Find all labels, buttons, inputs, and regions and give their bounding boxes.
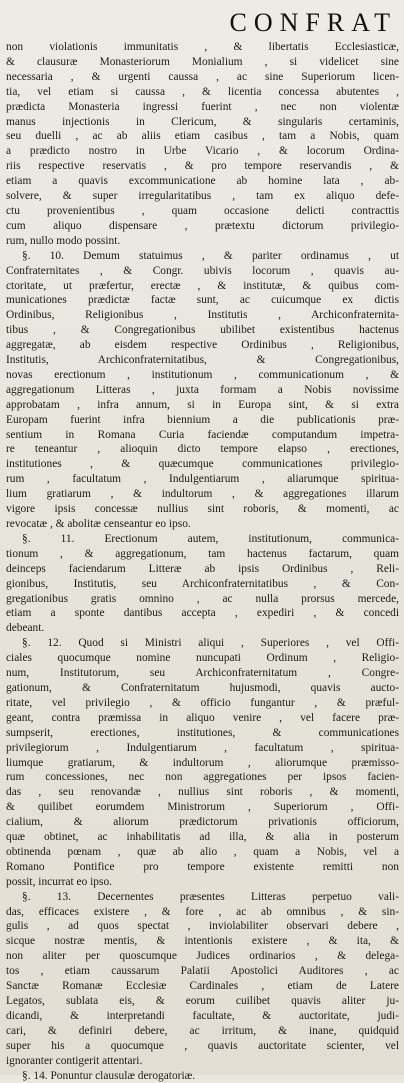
text-line: Romano Pontifice pro tempore existente remitti non bbox=[6, 860, 399, 873]
text-line: seu duelli , ac ab aliis etiam casibus , tam a Nobis, quam bbox=[6, 130, 399, 143]
text-line: §. 12. Quod si Ministri aliqui , Superiores , vel Offi- bbox=[22, 637, 399, 650]
text-line: etiam a quavis excommunicatione ab homine lata , ab- bbox=[6, 175, 399, 188]
text-line: super his a quocumque , quavis auctoritate scienter, vel bbox=[6, 1039, 399, 1052]
text-line: §. 14. Ponuntur clausulæ derogatoriæ. bbox=[22, 1069, 196, 1082]
text-line: tibus , & Congregationibus ubilibet existentibus hactenus bbox=[6, 324, 399, 337]
text-line: §. 13. Decernentes præsentes Litteras perpetuo vali- bbox=[22, 890, 399, 903]
text-line: das , seu renovandæ , nullius sint roboris , & momenti, bbox=[6, 786, 399, 799]
text-line: Ordinibus, Religionibus , Institutis , Archiconfraternita- bbox=[6, 309, 399, 322]
text-line: das, efficaces existere , & fore , ac ab omnibus , & sin- bbox=[6, 905, 399, 918]
text-line: Europam fuerint infra biennium a die publicationis præ- bbox=[6, 413, 399, 426]
text-line: Confraternitates , & Congr. ubivis locorum , quavis au- bbox=[6, 264, 399, 277]
text-line: revocatæ , & abolitæ censeantur eo ipso. bbox=[6, 518, 191, 530]
text-line: gregationibus gratis omnino , ac nulla prorsus mercede, bbox=[6, 592, 399, 605]
text-line: ctoritate, ut præfertur, erectæ , & institutæ, & quibus com- bbox=[6, 279, 399, 292]
text-line: vigore ipsis concessæ nullius sint roboris, & momenti, ac bbox=[6, 503, 399, 516]
body-text bbox=[6, 40, 399, 1083]
text-line: privilegiorum , Indulgentiarum , facultatum , spiritua- bbox=[6, 741, 399, 754]
text-line: manus injectionis in Clericum, & singularis certaminis, bbox=[6, 115, 399, 128]
text-line: prædicta Monasteria ingressi fuerint , nec non violentæ bbox=[6, 100, 399, 113]
text-line: quæ obtinet, ac inhabilitatis ad illa, & alia in posterum bbox=[6, 831, 399, 844]
text-line: lium gratiarum , & indultorum , & aggregationes illarum bbox=[6, 488, 399, 501]
text-line: cum aliquo dispensare , prætextu dictorum privilegio- bbox=[6, 219, 399, 232]
text-line: municationes prædictæ factæ sunt, ac cuicumque ex dictis bbox=[6, 294, 399, 307]
text-line: deinceps faciendarum Litteræ ab ipsis Ordinibus , Reli- bbox=[6, 562, 399, 575]
text-line: liumque gratiarum, & indultorum , aliorumque præmisso- bbox=[6, 756, 399, 769]
text-line: rum concessiones, nec non aggregationes per ipsos facien- bbox=[6, 771, 399, 784]
text-line: gationum, & Confraternitatum hujusmodi, quavis aucto- bbox=[6, 681, 399, 694]
text-line: ciales quocumque nomine nuncupati Ordinum , Religio- bbox=[6, 652, 399, 665]
text-line: institutiones , & quæcumque communicationes privilegio- bbox=[6, 458, 399, 471]
text-line: ignoranter contigerit attentari. bbox=[6, 1054, 143, 1067]
text-line: & clausuræ Monasteriorum Monialium , si videlicet sine bbox=[6, 55, 399, 68]
text-line: a prædicto nostro in Urbe Vicario , & locorum Ordina- bbox=[6, 145, 399, 158]
text-line: rum, nullo modo possint. bbox=[6, 234, 121, 247]
text-line: Sanctæ Romanæ Ecclesiæ Cardinales , etiam de Latere bbox=[6, 980, 399, 993]
text-line: tionum , & aggregationum, tam hactenus factarum, quam bbox=[6, 547, 399, 560]
text-line: Institutis, Archiconfraternitatibus, & Congregationibus, bbox=[6, 354, 399, 367]
text-line: tia, vel etiam si caussa , & licentia concessa abutentes , bbox=[6, 85, 399, 98]
text-line: riis respective reservatis , & pro tempore reservandis , & bbox=[6, 160, 399, 173]
text-line: num, Institutorum, seu Archiconfraternitatum , Congre- bbox=[6, 667, 399, 680]
text-line: cari, & definiri debere, ac irritum, & inane, quidquid bbox=[6, 1024, 399, 1037]
text-line: §. 10. Demum statuimus , & pariter ordinamus , ut bbox=[22, 249, 399, 262]
text-line: §. 11. Erectionum autem, institutionum, communica- bbox=[22, 532, 399, 545]
text-line: gionibus, Institutis, seu Archiconfraternitatibus , & Con- bbox=[6, 577, 399, 590]
text-line: cialium, & aliorum prædictorum privationis officiorum, bbox=[6, 816, 399, 829]
text-line: ritate, vel privilegio , & officio fungantur , & præful- bbox=[6, 696, 399, 709]
text-line: Legatos, sublata eis, & eorum cuilibet quavis aliter ju- bbox=[6, 995, 399, 1007]
running-title: CONFRAT bbox=[229, 8, 397, 37]
text-line: etiam a sponte dantibus accepta , expediri , & concedi bbox=[6, 607, 399, 620]
text-line: sumpserit, erectiones, institutiones, & communicationes bbox=[6, 726, 399, 739]
text-line: tos , etiam caussarum Palatii Apostolici Auditores , ac bbox=[6, 965, 399, 978]
text-line: debeant. bbox=[6, 622, 45, 635]
text-line: geant, contra præmissa in aliquo venire , vel facere præ- bbox=[6, 711, 399, 724]
text-line: non violationis immunitatis , & libertatis Ecclesiasticæ, bbox=[6, 41, 399, 53]
text-line: non aliter per quoscumque Judices ordinarios , & delega- bbox=[6, 950, 399, 963]
text-line: rum , facultatum , Indulgentiarum , aliarumque spiritua- bbox=[6, 473, 399, 486]
text-line: aggregatæ, ab eisdem respective Ordinibus , Religionibus, bbox=[6, 339, 399, 352]
text-line: sicque nostræ mentis, & intentionis existere , & ita, & bbox=[6, 935, 399, 948]
text-line: approbatam , infra annum, si in Europa sint, & si extra bbox=[6, 398, 399, 411]
text-line: ctu provenientibus , quam occasione delicti contracttis bbox=[6, 204, 399, 217]
text-line: novas erectionum , institutionum , communicationum , & bbox=[6, 368, 399, 381]
text-line: re teneantur , alioquin dicto tempore elapso , erectiones, bbox=[6, 443, 399, 456]
text-line: necessaria , & urgenti caussa , ac sine Superiorum licen- bbox=[6, 70, 399, 83]
text-line: possit, incurrat eo ipso. bbox=[6, 875, 112, 888]
text-line: & quilibet eorumdem Ministrorum , Superiorum , Offi- bbox=[6, 801, 399, 814]
text-line: dicandi, & interpretandi facultate, & auctoritate, judi- bbox=[6, 1009, 399, 1022]
text-line: aggregationum Litteras , juxta formam a Nobis novissime bbox=[6, 383, 399, 396]
text-line: sentium in Romana Curia faciendæ computandum impetra- bbox=[6, 428, 399, 441]
text-line: gulis , ad quos spectat , inviolabiliter observari debere , bbox=[6, 920, 399, 933]
text-line: solvere, & super irregularitatibus , tam ex aliquo defe- bbox=[6, 190, 399, 203]
text-line: obtinenda pœnam , quæ ab alio , quam a Nobis, vel a bbox=[6, 845, 399, 858]
